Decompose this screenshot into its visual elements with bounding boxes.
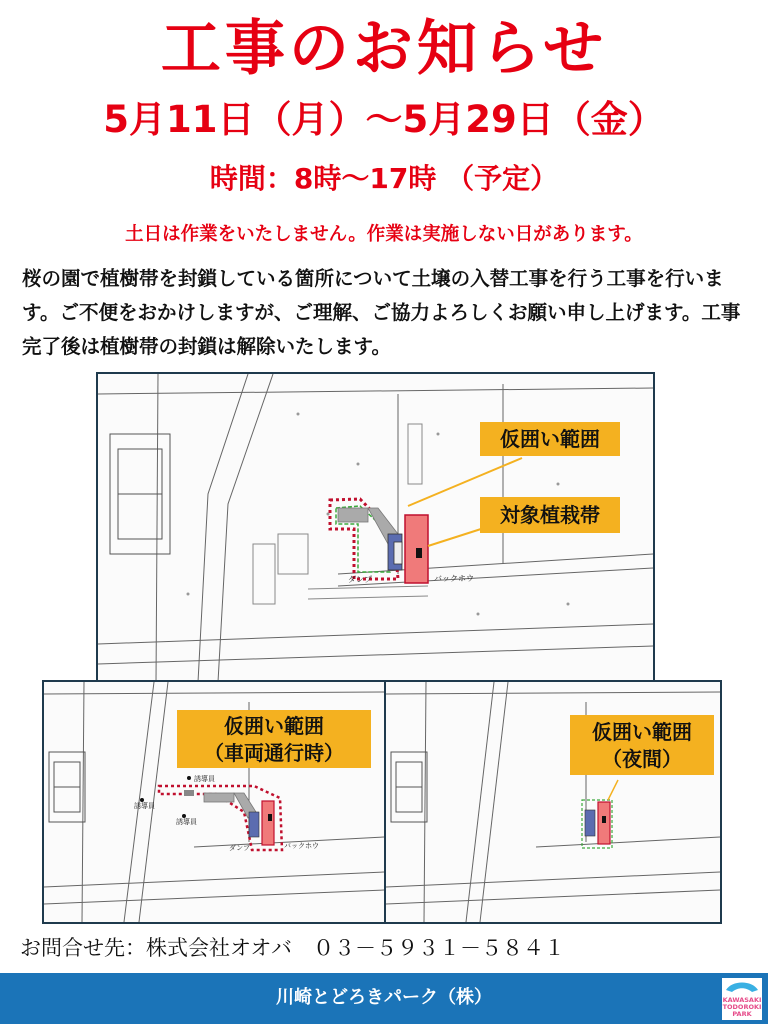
guide-label-3: 誘導員 [176, 818, 197, 826]
callout-night-line1: 仮囲い範囲 [592, 720, 692, 744]
callout-fence-main: 仮囲い範囲 [480, 422, 620, 456]
main-backhoe-label: バックホウ [434, 574, 474, 583]
construction-period: 5月11日（月）～5月29日（金） [103, 98, 665, 141]
notice-title: 工事のお知らせ [160, 14, 608, 84]
logo-text-3: PARK [732, 1010, 752, 1018]
callout-night-line2: （夜間） [602, 747, 682, 771]
footer-company: 川崎とどろきパーク（株） [276, 987, 492, 1008]
callout-fence-vehicle [177, 710, 371, 768]
guide-label-2: 誘導員 [134, 802, 155, 810]
working-hours: 時間：8時～17時 （予定） [209, 162, 559, 195]
notice-body: 桜の園で植樹帯を封鎖している箇所について土壌の入替工事を行う工事を行います。ご不便をおかけしますが、ご理解、ご協力よろしくお願い申し上げます。工事完了後は植樹帯の封鎖は解除いたします。 [22, 267, 741, 358]
contact-info: お問合せ先：株式会社オオバ ０３－５９３１－５８４１ [20, 936, 565, 960]
main-dump-label: ダンプ [348, 575, 373, 584]
park-logo-graphic [722, 978, 762, 1020]
callout-vehicle-line2: （車両通行時） [204, 741, 344, 765]
weekend-note: 土日は作業をいたしません。作業は実施しない日があります。 [125, 224, 643, 245]
vehicle-backhoe-label: バックホウ [284, 842, 319, 850]
park-logo [722, 978, 762, 1020]
callout-fence-night [570, 715, 714, 775]
callout-vehicle-line1: 仮囲い範囲 [224, 714, 324, 738]
logo-text-1: KAWASAKI [722, 996, 762, 1004]
vehicle-dump-label: ダンプ [229, 844, 251, 852]
callout-target-planting: 対象植栽帯 [480, 497, 620, 533]
logo-text-2: TODOROKI [722, 1003, 762, 1011]
guide-label-1: 誘導員 [194, 775, 215, 783]
footer-bar [0, 973, 768, 1024]
